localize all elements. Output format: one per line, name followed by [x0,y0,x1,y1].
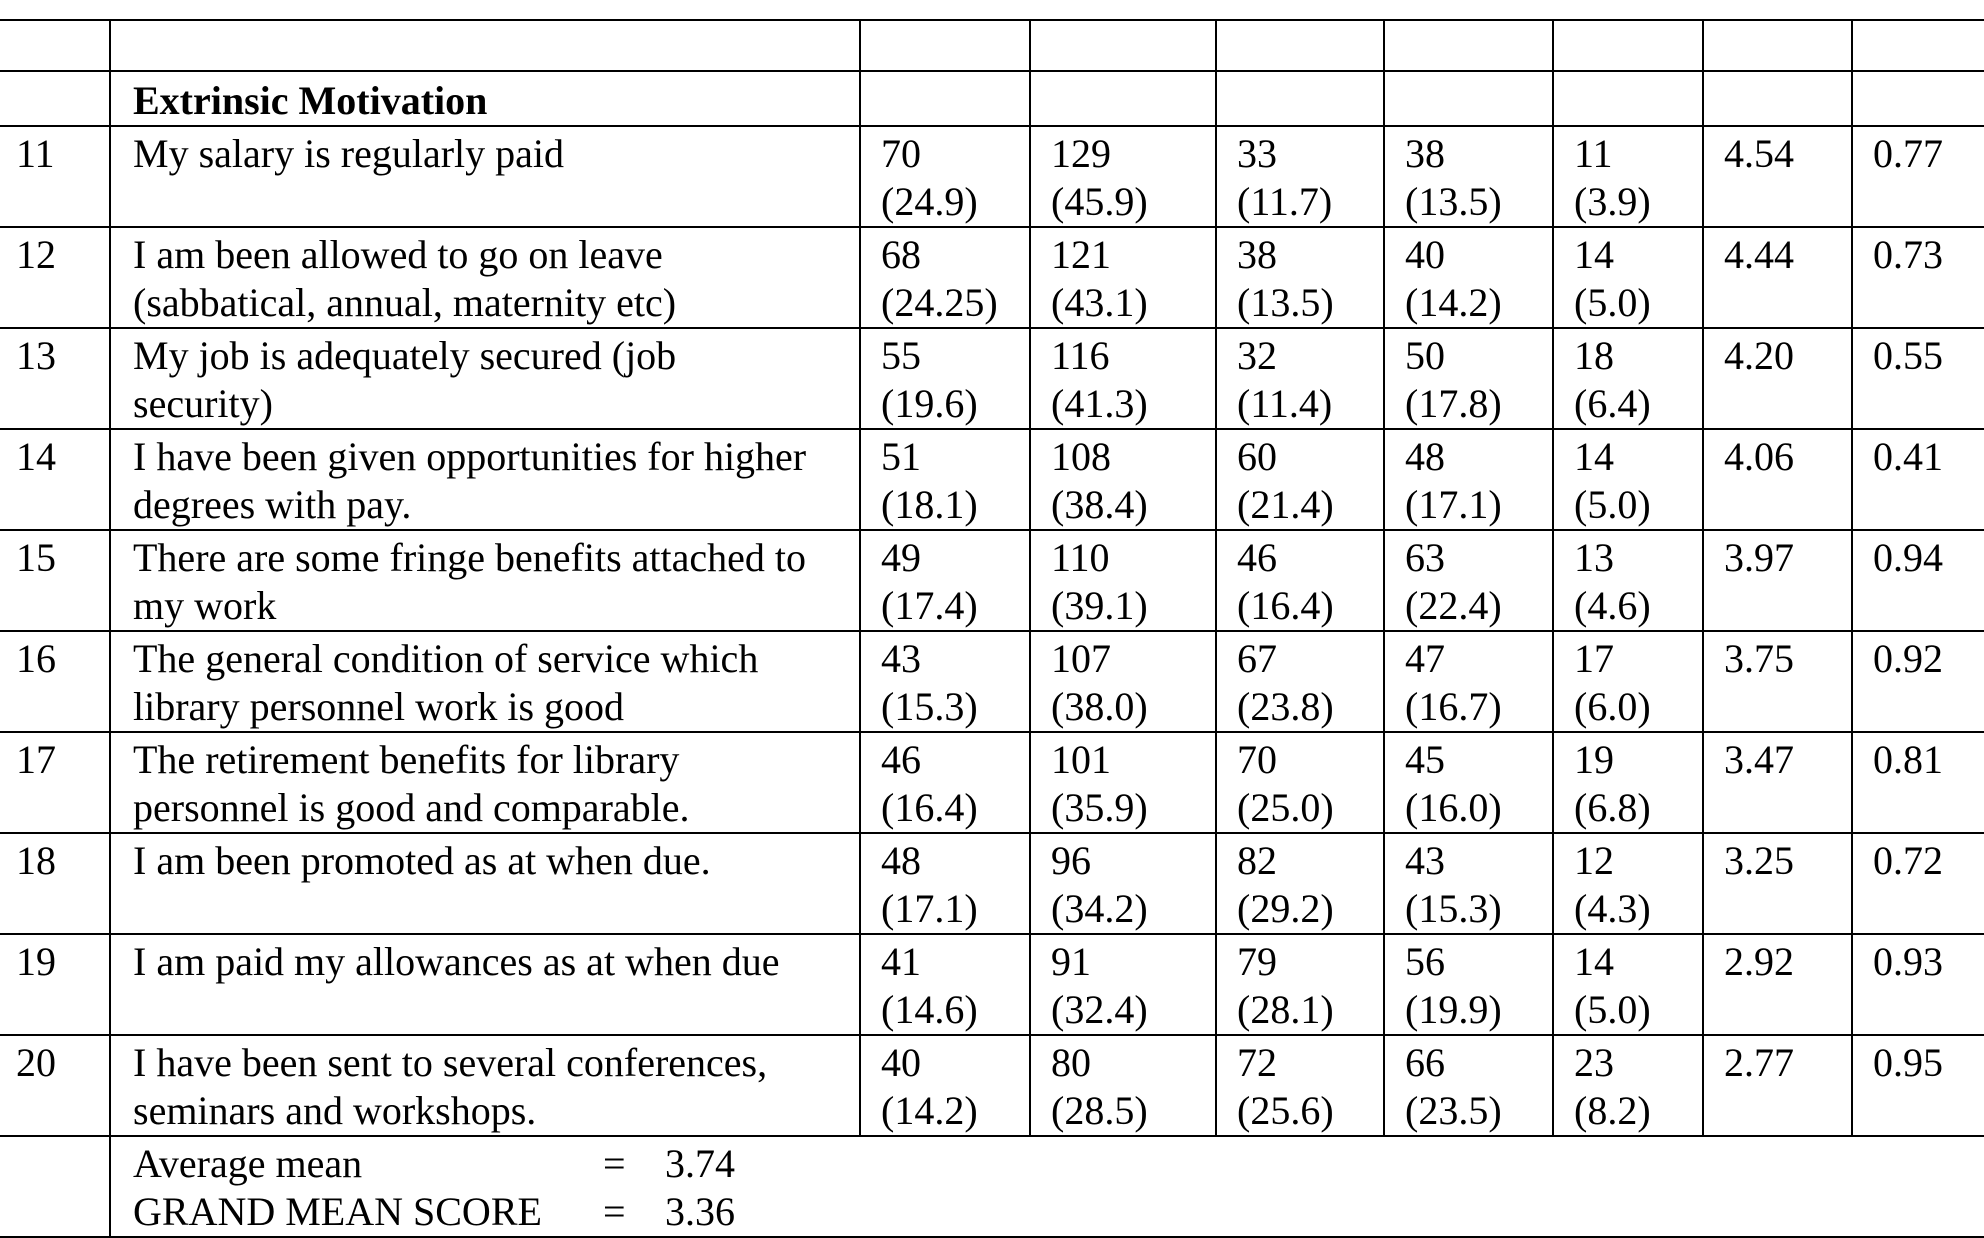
response-c1-cell [860,631,1030,732]
sd-cell: 0.81 [1852,732,1984,833]
response-c5-cell [1553,934,1703,1035]
sd-cell: 0.93 [1852,934,1984,1035]
response-percent: (28.5) [1051,1088,1148,1133]
response-count: 121 [1051,232,1111,277]
response-count: 48 [881,838,921,883]
response-percent: (41.3) [1051,381,1148,426]
table-row [0,631,1984,732]
statement-line: I am been allowed to go on leave [133,232,663,277]
response-c1-cell [860,934,1030,1035]
average-mean-line [133,1140,1984,1188]
response-c2-cell [1030,934,1216,1035]
statement-cell [110,530,860,631]
statement-cell [110,631,860,732]
statement-line: security) [133,381,273,426]
item-number-cell: 11 [0,126,110,227]
response-count: 110 [1051,535,1110,580]
response-percent: (17.4) [881,583,978,628]
response-percent: (17.8) [1405,381,1502,426]
response-c4-cell [1384,126,1553,227]
table-cell [1216,71,1384,126]
response-count: 40 [881,1040,921,1085]
statement-line: library personnel work is good [133,684,625,729]
section-header-row [0,71,1984,126]
table-row [0,328,1984,429]
response-count: 55 [881,333,921,378]
response-count: 96 [1051,838,1091,883]
response-percent: (16.4) [1237,583,1334,628]
statement-line: The retirement benefits for library [133,737,680,782]
response-percent: (17.1) [1405,482,1502,527]
response-count: 13 [1574,535,1614,580]
statement-line: my work [133,583,277,628]
statement-line: The general condition of service which [133,636,759,681]
response-percent: (4.6) [1574,583,1651,628]
response-count: 70 [881,131,921,176]
response-percent: (11.7) [1237,179,1333,224]
response-count: 68 [881,232,921,277]
response-percent: (14.2) [1405,280,1502,325]
response-c5-cell [1553,328,1703,429]
table-row [0,126,1984,227]
response-percent: (5.0) [1574,482,1651,527]
response-count: 48 [1405,434,1445,479]
statement-cell [110,833,860,934]
sd-cell: 0.92 [1852,631,1984,732]
response-c1-cell [860,126,1030,227]
response-c2-cell [1030,530,1216,631]
item-number-cell: 14 [0,429,110,530]
response-count: 108 [1051,434,1111,479]
response-percent: (6.4) [1574,381,1651,426]
response-c4-cell [1384,328,1553,429]
response-c5-cell [1553,1035,1703,1136]
grand-mean-label: GRAND MEAN SCORE [133,1189,542,1234]
response-count: 11 [1574,131,1613,176]
statement-line: personnel is good and comparable. [133,785,690,830]
response-percent: (6.8) [1574,785,1651,830]
table-row [0,732,1984,833]
response-percent: (8.2) [1574,1088,1651,1133]
average-mean-label: Average mean [133,1141,363,1186]
response-c1-cell [860,429,1030,530]
response-c2-cell [1030,328,1216,429]
response-percent: (21.4) [1237,482,1334,527]
statement-line: There are some fringe benefits attached to [133,535,807,580]
response-count: 41 [881,939,921,984]
statement-line: My salary is regularly paid [133,131,564,176]
response-percent: (25.6) [1237,1088,1334,1133]
response-count: 56 [1405,939,1445,984]
response-c1-cell [860,1035,1030,1136]
table-row [0,530,1984,631]
mean-cell: 4.54 [1703,126,1852,227]
table-empty-header-row [0,20,1984,71]
statement-line: I have been given opportunities for higher [133,434,807,479]
response-percent: (35.9) [1051,785,1148,830]
response-c2-cell [1030,126,1216,227]
sd-cell: 0.77 [1852,126,1984,227]
table-cell [1030,20,1216,71]
response-c2-cell [1030,227,1216,328]
response-count: 32 [1237,333,1277,378]
item-number-cell: 12 [0,227,110,328]
response-percent: (17.1) [881,886,978,931]
response-percent: (13.5) [1237,280,1334,325]
response-count: 43 [1405,838,1445,883]
response-percent: (34.2) [1051,886,1148,931]
response-count: 38 [1405,131,1445,176]
table-cell [1384,20,1553,71]
mean-cell: 4.44 [1703,227,1852,328]
table-row [0,833,1984,934]
item-number-cell: 18 [0,833,110,934]
item-number-cell: 13 [0,328,110,429]
response-c1-cell [860,732,1030,833]
response-percent: (16.0) [1405,785,1502,830]
statement-line: I am paid my allowances as at when due [133,939,780,984]
response-count: 66 [1405,1040,1445,1085]
response-c5-cell [1553,126,1703,227]
table-row [0,1035,1984,1136]
response-percent: (11.4) [1237,381,1333,426]
response-c4-cell [1384,732,1553,833]
response-count: 63 [1405,535,1445,580]
response-percent: (6.0) [1574,684,1651,729]
statement-cell [110,328,860,429]
sd-cell: 0.41 [1852,429,1984,530]
response-count: 14 [1574,232,1614,277]
response-c5-cell [1553,429,1703,530]
response-count: 33 [1237,131,1277,176]
response-percent: (38.0) [1051,684,1148,729]
response-count: 12 [1574,838,1614,883]
statement-cell [110,934,860,1035]
response-percent: (32.4) [1051,987,1148,1032]
sd-cell: 0.95 [1852,1035,1984,1136]
response-c3-cell [1216,732,1384,833]
table-row [0,429,1984,530]
response-percent: (4.3) [1574,886,1651,931]
response-count: 51 [881,434,921,479]
response-count: 38 [1237,232,1277,277]
statement-cell [110,732,860,833]
mean-cell: 2.77 [1703,1035,1852,1136]
statement-line: I am been promoted as at when due. [133,838,711,883]
response-c4-cell [1384,631,1553,732]
item-number-cell: 20 [0,1035,110,1136]
response-count: 47 [1405,636,1445,681]
response-c3-cell [1216,126,1384,227]
response-percent: (38.4) [1051,482,1148,527]
mean-cell: 3.97 [1703,530,1852,631]
response-c5-cell [1553,631,1703,732]
response-c1-cell [860,833,1030,934]
response-percent: (23.8) [1237,684,1334,729]
response-percent: (5.0) [1574,987,1651,1032]
response-percent: (15.3) [1405,886,1502,931]
response-count: 129 [1051,131,1111,176]
response-c5-cell [1553,732,1703,833]
mean-cell: 4.06 [1703,429,1852,530]
response-count: 19 [1574,737,1614,782]
response-c2-cell [1030,631,1216,732]
response-c3-cell [1216,934,1384,1035]
response-c1-cell [860,227,1030,328]
mean-cell: 2.92 [1703,934,1852,1035]
response-c4-cell [1384,227,1553,328]
table-cell [1703,71,1852,126]
sd-cell: 0.73 [1852,227,1984,328]
response-count: 67 [1237,636,1277,681]
response-c2-cell [1030,1035,1216,1136]
response-percent: (43.1) [1051,280,1148,325]
response-percent: (24.25) [881,280,998,325]
response-percent: (16.7) [1405,684,1502,729]
sd-cell: 0.94 [1852,530,1984,631]
response-c4-cell [1384,1035,1553,1136]
sd-cell: 0.55 [1852,328,1984,429]
response-count: 82 [1237,838,1277,883]
table-cell [1030,71,1216,126]
table-body [0,20,1984,1237]
table-cell [1852,71,1984,126]
mean-cell: 3.25 [1703,833,1852,934]
response-c5-cell [1553,530,1703,631]
table-cell [1216,20,1384,71]
response-count: 72 [1237,1040,1277,1085]
item-number-cell: 16 [0,631,110,732]
response-count: 116 [1051,333,1110,378]
response-c1-cell [860,530,1030,631]
summary-row [0,1136,1984,1237]
response-percent: (5.0) [1574,280,1651,325]
response-count: 46 [881,737,921,782]
grand-mean-line [133,1188,1984,1236]
response-count: 18 [1574,333,1614,378]
response-percent: (22.4) [1405,583,1502,628]
section-title: Extrinsic Motivation [133,78,488,123]
statement-line: My job is adequately secured (job [133,333,677,378]
statement-line: (sabbatical, annual, maternity etc) [133,280,677,325]
response-c3-cell [1216,227,1384,328]
statement-line: seminars and workshops. [133,1088,537,1133]
response-percent: (45.9) [1051,179,1148,224]
response-percent: (25.0) [1237,785,1334,830]
response-percent: (3.9) [1574,179,1651,224]
response-count: 23 [1574,1040,1614,1085]
response-count: 14 [1574,434,1614,479]
table-cell [860,71,1030,126]
response-count: 49 [881,535,921,580]
response-percent: (18.1) [881,482,978,527]
response-count: 45 [1405,737,1445,782]
response-c3-cell [1216,833,1384,934]
response-count: 50 [1405,333,1445,378]
response-count: 80 [1051,1040,1091,1085]
response-count: 43 [881,636,921,681]
table-cell [1852,20,1984,71]
response-percent: (14.6) [881,987,978,1032]
response-c4-cell [1384,429,1553,530]
response-c2-cell [1030,732,1216,833]
response-c4-cell [1384,833,1553,934]
statement-line: degrees with pay. [133,482,412,527]
response-count: 107 [1051,636,1111,681]
response-percent: (14.2) [881,1088,978,1133]
response-count: 70 [1237,737,1277,782]
response-c5-cell [1553,833,1703,934]
motivation-table [0,19,1984,1238]
grand-mean-value: 3.36 [665,1189,735,1234]
item-number-cell: 17 [0,732,110,833]
response-count: 101 [1051,737,1111,782]
response-percent: (28.1) [1237,987,1334,1032]
item-number-cell: 15 [0,530,110,631]
average-mean-value: 3.74 [665,1141,735,1186]
average-mean-equals: = [603,1141,626,1186]
response-percent: (16.4) [881,785,978,830]
response-c2-cell [1030,429,1216,530]
statement-cell [110,126,860,227]
response-c4-cell [1384,934,1553,1035]
response-c3-cell [1216,530,1384,631]
response-c3-cell [1216,1035,1384,1136]
response-percent: (15.3) [881,684,978,729]
mean-cell: 4.20 [1703,328,1852,429]
response-percent: (24.9) [881,179,978,224]
response-percent: (29.2) [1237,886,1334,931]
statement-line: I have been sent to several conferences, [133,1040,768,1085]
response-c3-cell [1216,328,1384,429]
table-cell [0,71,110,126]
statement-cell [110,429,860,530]
statement-cell [110,227,860,328]
response-count: 60 [1237,434,1277,479]
item-number-cell: 19 [0,934,110,1035]
response-c3-cell [1216,429,1384,530]
section-title-cell [110,71,860,126]
mean-cell: 3.75 [1703,631,1852,732]
mean-cell: 3.47 [1703,732,1852,833]
grand-mean-equals: = [603,1189,626,1234]
response-count: 17 [1574,636,1614,681]
table-row [0,934,1984,1035]
response-percent: (19.9) [1405,987,1502,1032]
summary-cell [110,1136,1984,1237]
table-cell [1703,20,1852,71]
statement-cell [110,1035,860,1136]
table-cell [1553,71,1703,126]
response-percent: (19.6) [881,381,978,426]
sd-cell: 0.72 [1852,833,1984,934]
response-c1-cell [860,328,1030,429]
response-percent: (39.1) [1051,583,1148,628]
table-cell [0,20,110,71]
response-count: 46 [1237,535,1277,580]
response-count: 79 [1237,939,1277,984]
response-count: 40 [1405,232,1445,277]
response-count: 14 [1574,939,1614,984]
response-c2-cell [1030,833,1216,934]
table-cell [1384,71,1553,126]
table-cell [0,1136,110,1237]
response-c3-cell [1216,631,1384,732]
response-percent: (23.5) [1405,1088,1502,1133]
table-cell [860,20,1030,71]
response-c5-cell [1553,227,1703,328]
response-percent: (13.5) [1405,179,1502,224]
table-cell [110,20,860,71]
table-row [0,227,1984,328]
table-cell [1553,20,1703,71]
response-c4-cell [1384,530,1553,631]
response-count: 91 [1051,939,1091,984]
